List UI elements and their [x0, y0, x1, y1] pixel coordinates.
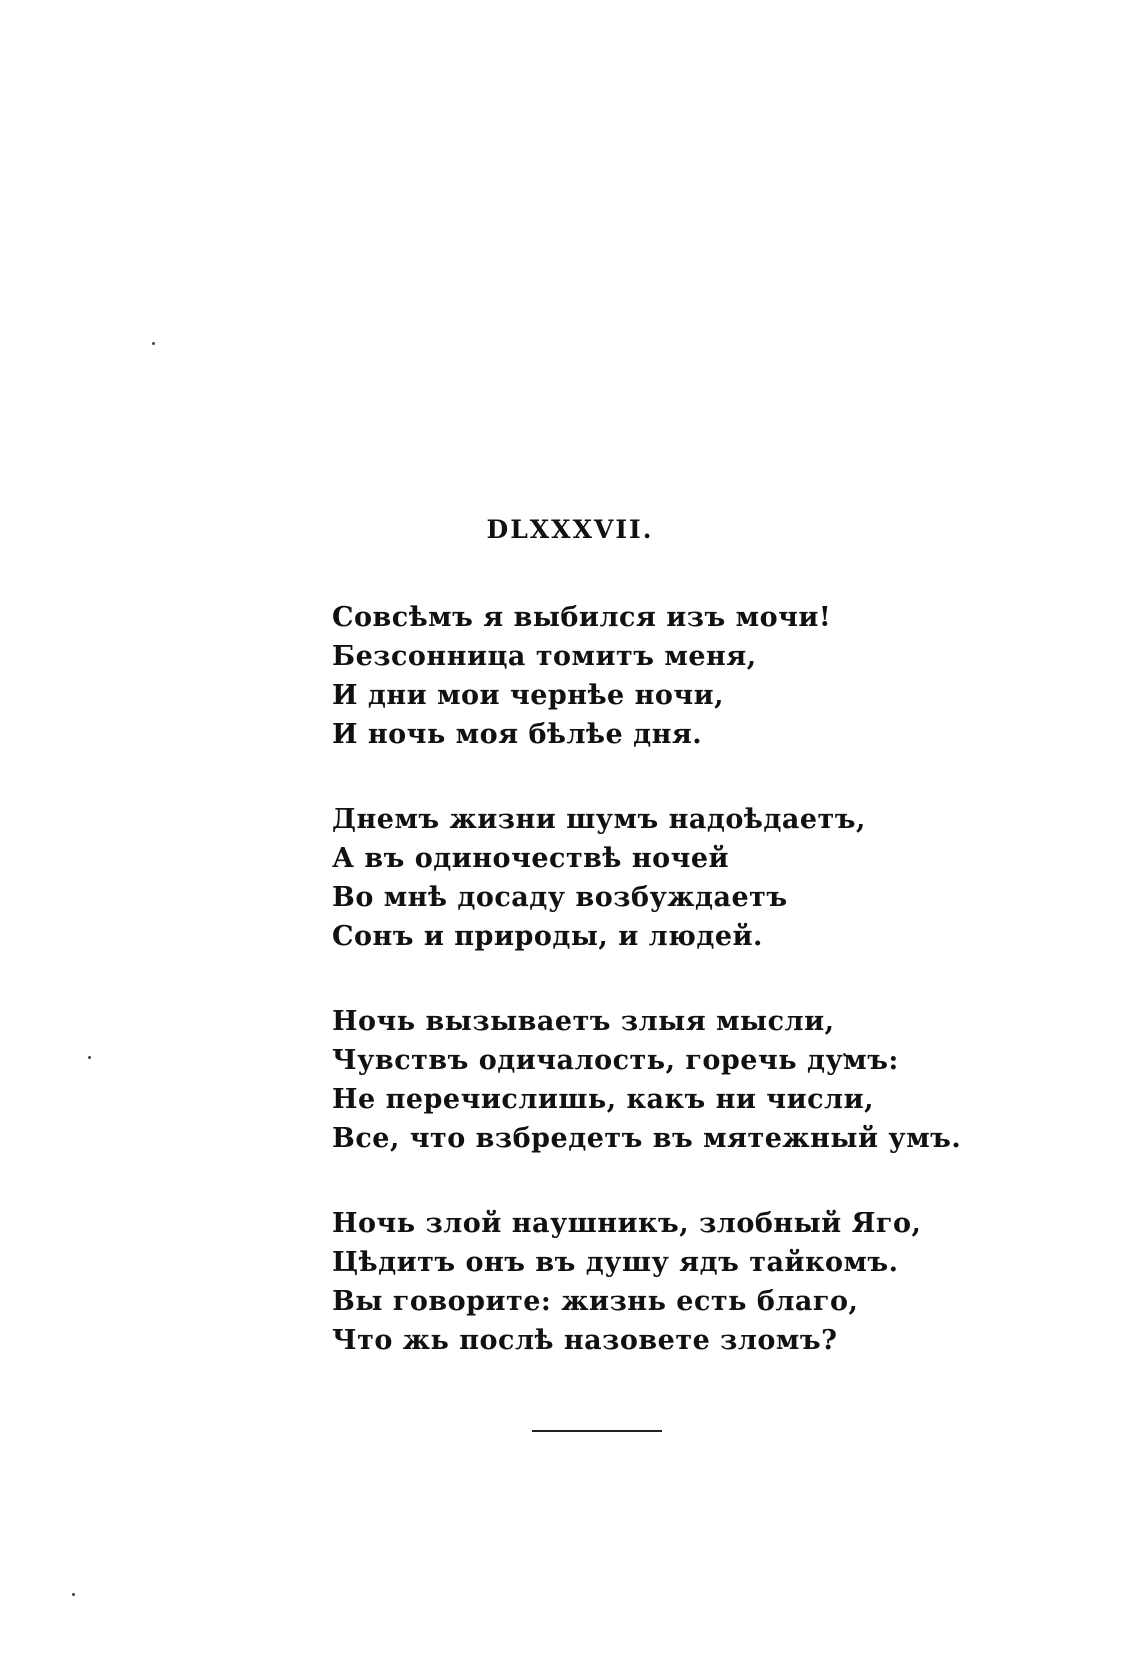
poem-line: Не перечислишь, какъ ни числи, [332, 1084, 875, 1115]
print-speck [152, 342, 155, 345]
print-speck [72, 1593, 75, 1596]
poem-line: Днемъ жизни шумъ надоѣдаетъ, [332, 804, 866, 835]
poem-line: Чувствъ одичалость, горечь думъ: [332, 1045, 899, 1076]
print-speck [88, 1056, 91, 1059]
poem-line: Ночь вызываетъ злыя мысли, [332, 1006, 835, 1037]
poem-line: А въ одиночествѣ ночей [332, 843, 730, 874]
stanza [332, 598, 892, 754]
poem-line: Вы говорите: жизнь есть благо, [332, 1286, 859, 1317]
poem-line: Все, что взбредетъ въ мятежный умъ. [332, 1123, 962, 1154]
poem-line: Ночь злой наушникъ, злобный Яго, [332, 1208, 922, 1239]
stanza [332, 800, 892, 956]
poem-body [332, 598, 962, 1406]
poem-number: DLXXXVII. [486, 515, 654, 544]
poem-line: Сонъ и природы, и людей. [332, 921, 763, 952]
poem-line: И ночь моя бѣлѣе дня. [332, 719, 703, 750]
stanza [332, 1002, 962, 1158]
poem-line: И дни мои чернѣе ночи, [332, 680, 725, 711]
poem-line: Безсонница томитъ меня, [332, 641, 757, 672]
end-rule [532, 1430, 662, 1432]
poem-line: Совсѣмъ я выбился изъ мочи! [332, 602, 832, 633]
poem-line: Цѣдитъ онъ въ душу ядъ тайкомъ. [332, 1247, 899, 1278]
poem-line: Во мнѣ досаду возбуждаетъ [332, 882, 788, 913]
stanza [332, 1204, 922, 1360]
poem-line: Что жь послѣ назовете зломъ? [332, 1325, 838, 1356]
